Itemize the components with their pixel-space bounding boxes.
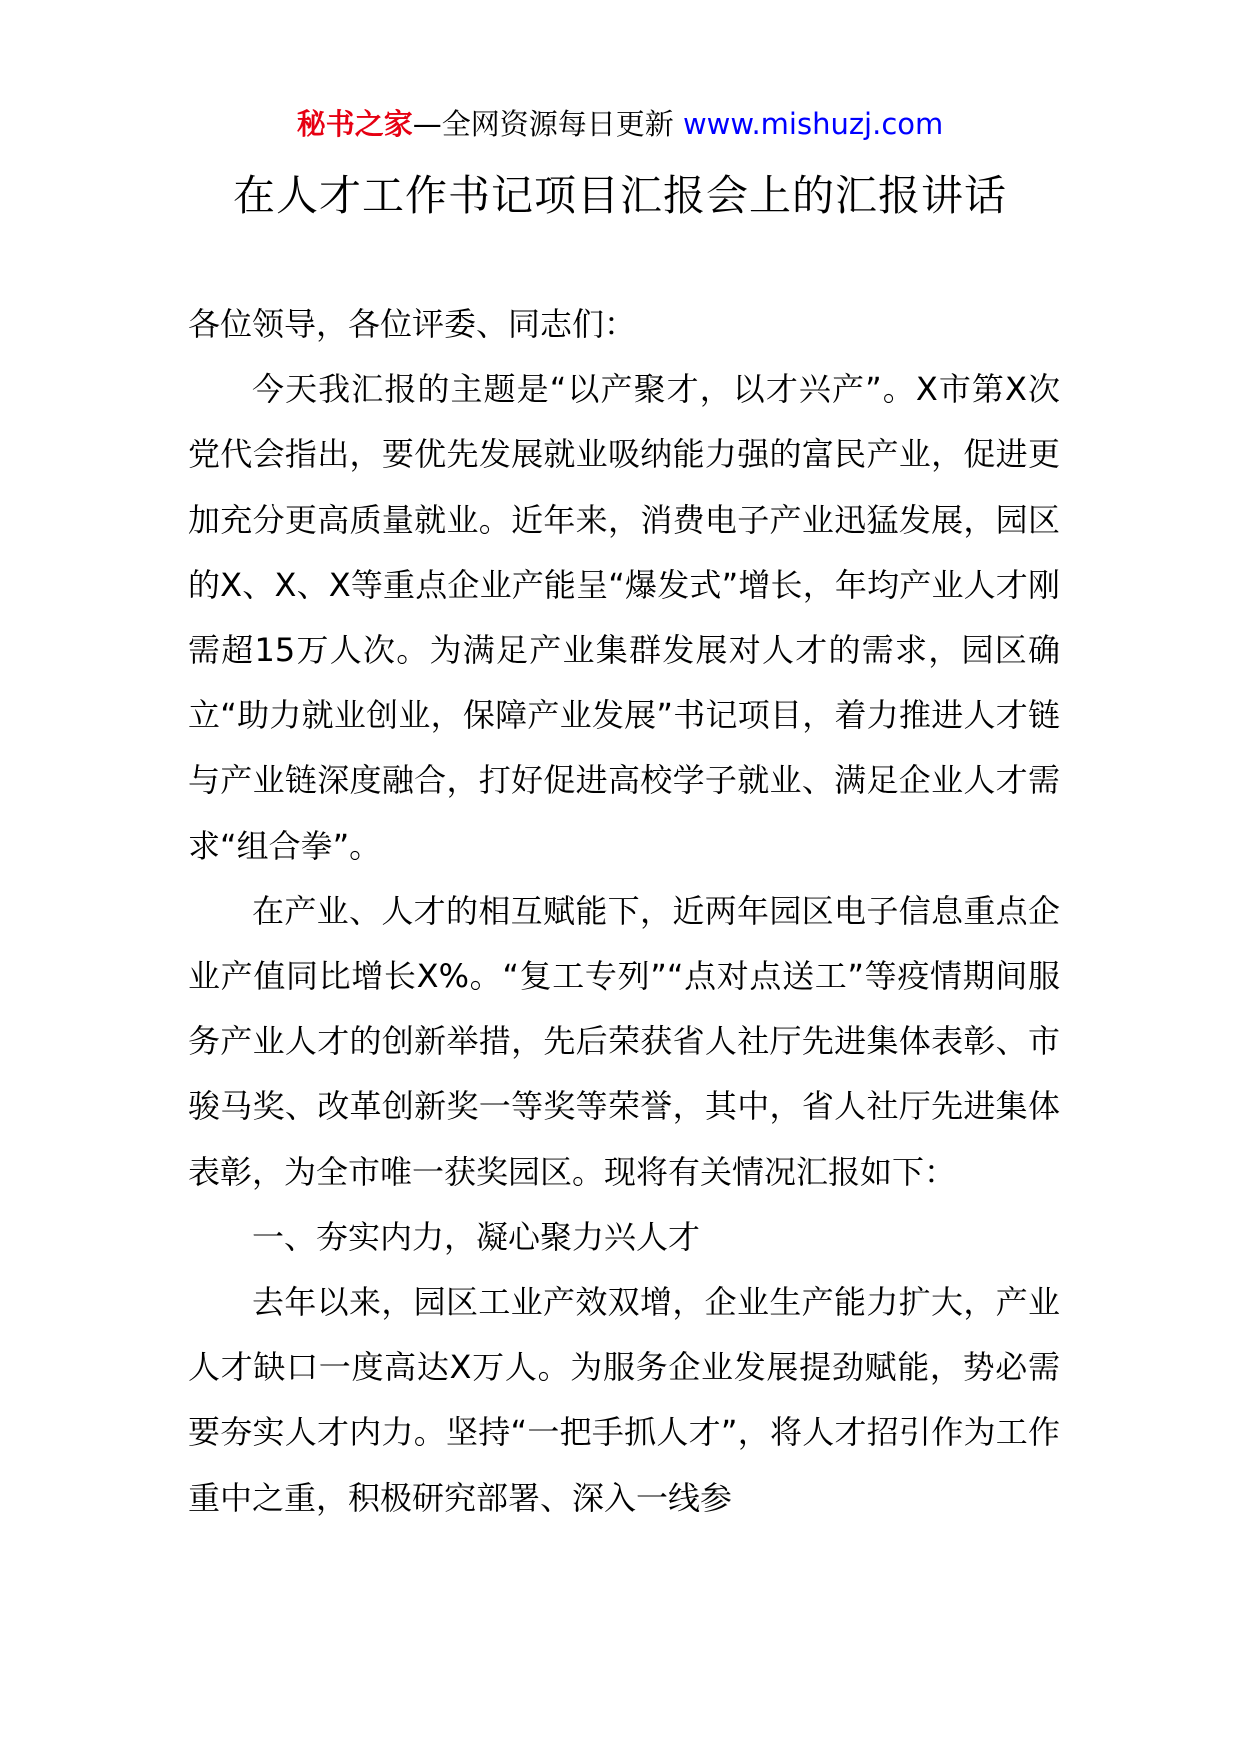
section-heading: 一、夯实内力，凝心聚力兴人才 [252,1217,701,1256]
document-body [188,292,1060,1531]
paragraph-achievements: 在产业、人才的相互赋能下，近两年园区电子信息重点企业产值同比增长X%。“复工专列”“点对点送工”等疫情期间服务产业人才的创新举措，先后荣获省人社厅先进集体表彰、市骏马奖、改革创新奖一等奖等荣誉，其中，省人社厅先进集体表彰，为全市唯一获奖园区。现将有关情况汇报如下： [188,891,1060,1191]
document-title: 在人才工作书记项目汇报会上的汇报讲话 [232,171,1007,220]
paragraph-section-one: 去年以来，园区工业产效双增，企业生产能力扩大，产业人才缺口一度高达X万人。为服务企业发展提劲赋能，势必需要夯实人才内力。坚持“一把手抓人才”，将人才招引作为工作重中之重，积极研究部署、深入一线参 [188,1283,1060,1517]
site-url-link[interactable]: www.mishuzj.com [682,107,944,141]
salutation: 各位领导，各位评委、同志们： [188,305,637,343]
brand-name: 秘书之家 [296,107,413,141]
banner-tagline: —全网资源每日更新 [412,107,683,141]
paragraph-intro: 今天我汇报的主题是“以产聚才，以才兴产”。X市第X次党代会指出，要优先发展就业吸纳能力强的富民产业，促进更加充分更高质量就业。近年来，消费电子产业迅猛发展，园区的X、X、X等重点企业产能呈“爆发式”增长，年均产业人才刚需超15万人次。为满足产业集群发展对人才的需求，园区确立“助力就业创业，保障产业发展”书记项目，着力推进人才链与产业链深度融合，打好促进高校学子就业、满足企业人才需求“组合拳”。 [188,370,1060,865]
site-banner [0,104,1240,144]
